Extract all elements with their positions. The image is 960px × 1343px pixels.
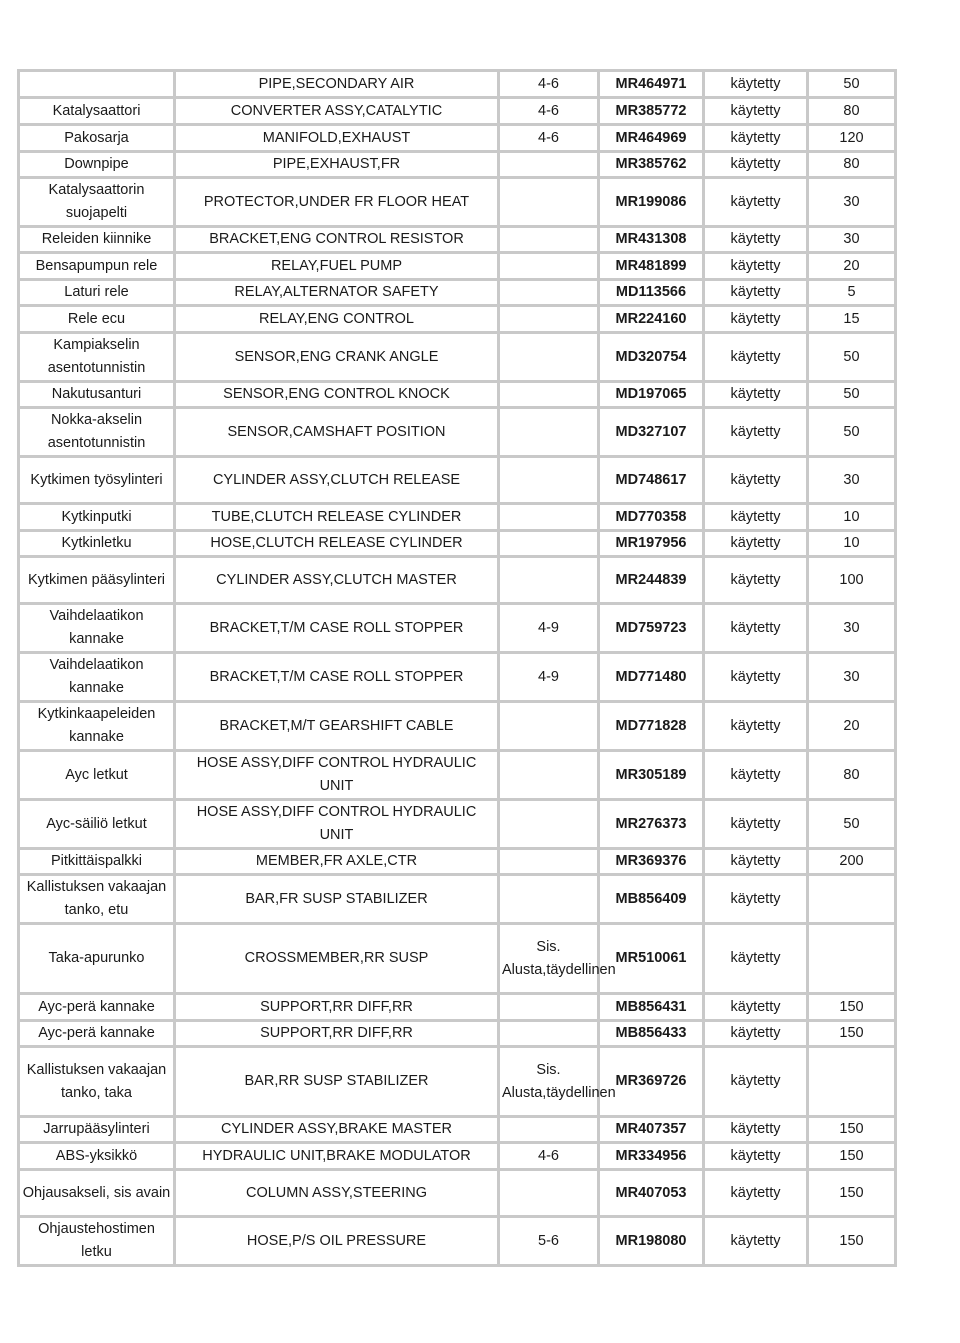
finnish-name-cell: Laturi rele: [19, 280, 175, 306]
condition-cell: käytetty: [704, 702, 808, 751]
price-cell: 80: [808, 152, 896, 178]
finnish-name-cell: Kampiakselin asentotunnistin: [19, 333, 175, 382]
price-cell: 200: [808, 849, 896, 875]
model-range-cell: [499, 504, 599, 531]
table-row: [19, 333, 896, 382]
model-range-cell: 4-6: [499, 98, 599, 125]
condition-cell: käytetty: [704, 333, 808, 382]
finnish-name-cell: Taka-apurunko: [19, 924, 175, 994]
model-range-cell: [499, 408, 599, 457]
parts-table: [17, 69, 897, 1267]
table-row: [19, 1170, 896, 1217]
part-name-cell: HOSE,P/S OIL PRESSURE: [175, 1217, 499, 1266]
part-name-cell: HYDRAULIC UNIT,BRAKE MODULATOR: [175, 1143, 499, 1170]
part-number-cell: MB856431: [599, 994, 704, 1021]
finnish-name-cell: Nakutusanturi: [19, 382, 175, 408]
part-name-cell: MANIFOLD,EXHAUST: [175, 125, 499, 152]
finnish-name-cell: Vaihdelaatikon kannake: [19, 653, 175, 702]
part-number-cell: MR244839: [599, 557, 704, 604]
part-name-cell: HOSE ASSY,DIFF CONTROL HYDRAULIC UNIT: [175, 800, 499, 849]
finnish-name-cell: Releiden kiinnike: [19, 227, 175, 253]
part-name-cell: SENSOR,CAMSHAFT POSITION: [175, 408, 499, 457]
price-cell: [808, 1047, 896, 1117]
condition-cell: käytetty: [704, 1021, 808, 1047]
model-range-cell: [499, 253, 599, 280]
condition-cell: käytetty: [704, 653, 808, 702]
part-number-cell: MR385762: [599, 152, 704, 178]
part-number-cell: MR369376: [599, 849, 704, 875]
table-row: [19, 253, 896, 280]
part-name-cell: BRACKET,M/T GEARSHIFT CABLE: [175, 702, 499, 751]
price-cell: 150: [808, 1143, 896, 1170]
condition-cell: käytetty: [704, 98, 808, 125]
part-number-cell: MR199086: [599, 178, 704, 227]
model-range-cell: [499, 1117, 599, 1143]
table-row: [19, 1143, 896, 1170]
finnish-name-cell: Kytkimen pääsylinteri: [19, 557, 175, 604]
price-cell: 50: [808, 408, 896, 457]
part-name-cell: SUPPORT,RR DIFF,RR: [175, 1021, 499, 1047]
condition-cell: käytetty: [704, 504, 808, 531]
table-row: [19, 408, 896, 457]
price-cell: 50: [808, 333, 896, 382]
part-number-cell: MR334956: [599, 1143, 704, 1170]
model-range-cell: 4-6: [499, 125, 599, 152]
part-name-cell: SENSOR,ENG CRANK ANGLE: [175, 333, 499, 382]
part-number-cell: MR481899: [599, 253, 704, 280]
part-name-cell: BRACKET,T/M CASE ROLL STOPPER: [175, 604, 499, 653]
model-range-cell: [499, 280, 599, 306]
price-cell: 150: [808, 1217, 896, 1266]
part-name-cell: PROTECTOR,UNDER FR FLOOR HEAT: [175, 178, 499, 227]
part-name-cell: PIPE,SECONDARY AIR: [175, 71, 499, 98]
part-name-cell: RELAY,FUEL PUMP: [175, 253, 499, 280]
condition-cell: käytetty: [704, 1117, 808, 1143]
finnish-name-cell: Ayc-säiliö letkut: [19, 800, 175, 849]
finnish-name-cell: Ayc letkut: [19, 751, 175, 800]
part-number-cell: MR407053: [599, 1170, 704, 1217]
finnish-name-cell: Jarrupääsylinteri: [19, 1117, 175, 1143]
price-cell: 5: [808, 280, 896, 306]
model-range-cell: [499, 800, 599, 849]
part-number-cell: MD771828: [599, 702, 704, 751]
finnish-name-cell: Vaihdelaatikon kannake: [19, 604, 175, 653]
finnish-name-cell: Kallistuksen vakaajan tanko, etu: [19, 875, 175, 924]
finnish-name-cell: Kytkinkaapeleiden kannake: [19, 702, 175, 751]
part-name-cell: SENSOR,ENG CONTROL KNOCK: [175, 382, 499, 408]
table-row: [19, 125, 896, 152]
part-number-cell: MR369726: [599, 1047, 704, 1117]
condition-cell: käytetty: [704, 1143, 808, 1170]
part-number-cell: MD748617: [599, 457, 704, 504]
price-cell: 30: [808, 178, 896, 227]
price-cell: 80: [808, 751, 896, 800]
model-range-cell: [499, 382, 599, 408]
price-cell: 30: [808, 227, 896, 253]
price-cell: 10: [808, 531, 896, 557]
table-row: [19, 152, 896, 178]
model-range-cell: [499, 702, 599, 751]
table-row: [19, 924, 896, 994]
finnish-name-cell: [19, 71, 175, 98]
part-name-cell: TUBE,CLUTCH RELEASE CYLINDER: [175, 504, 499, 531]
condition-cell: käytetty: [704, 253, 808, 280]
part-number-cell: MR510061: [599, 924, 704, 994]
table-row: [19, 604, 896, 653]
part-number-cell: MR431308: [599, 227, 704, 253]
part-name-cell: HOSE ASSY,DIFF CONTROL HYDRAULIC UNIT: [175, 751, 499, 800]
part-name-cell: MEMBER,FR AXLE,CTR: [175, 849, 499, 875]
price-cell: 120: [808, 125, 896, 152]
model-range-cell: 4-9: [499, 653, 599, 702]
condition-cell: käytetty: [704, 227, 808, 253]
part-number-cell: MD327107: [599, 408, 704, 457]
condition-cell: käytetty: [704, 604, 808, 653]
model-range-cell: [499, 1170, 599, 1217]
price-cell: 80: [808, 98, 896, 125]
part-number-cell: MR305189: [599, 751, 704, 800]
table-row: [19, 702, 896, 751]
model-range-cell: [499, 333, 599, 382]
table-row: [19, 504, 896, 531]
part-name-cell: CYLINDER ASSY,CLUTCH MASTER: [175, 557, 499, 604]
part-number-cell: MR224160: [599, 306, 704, 333]
table-row: [19, 653, 896, 702]
condition-cell: käytetty: [704, 408, 808, 457]
price-cell: 30: [808, 653, 896, 702]
table-row: [19, 1021, 896, 1047]
table-row: [19, 1117, 896, 1143]
table-row: [19, 531, 896, 557]
finnish-name-cell: Kytkinletku: [19, 531, 175, 557]
model-range-cell: [499, 457, 599, 504]
table-row: [19, 280, 896, 306]
model-range-cell: [499, 994, 599, 1021]
part-number-cell: MD197065: [599, 382, 704, 408]
finnish-name-cell: Katalysaattorin suojapelti: [19, 178, 175, 227]
part-name-cell: HOSE,CLUTCH RELEASE CYLINDER: [175, 531, 499, 557]
model-range-cell: [499, 178, 599, 227]
table-row: [19, 227, 896, 253]
condition-cell: käytetty: [704, 875, 808, 924]
part-name-cell: BRACKET,ENG CONTROL RESISTOR: [175, 227, 499, 253]
part-name-cell: RELAY,ALTERNATOR SAFETY: [175, 280, 499, 306]
condition-cell: käytetty: [704, 531, 808, 557]
part-name-cell: CYLINDER ASSY,BRAKE MASTER: [175, 1117, 499, 1143]
table-row: [19, 994, 896, 1021]
condition-cell: käytetty: [704, 125, 808, 152]
part-number-cell: MB856409: [599, 875, 704, 924]
part-number-cell: MR464969: [599, 125, 704, 152]
model-range-cell: 4-6: [499, 71, 599, 98]
finnish-name-cell: Pitkittäispalkki: [19, 849, 175, 875]
model-range-cell: [499, 557, 599, 604]
finnish-name-cell: Nokka-akselin asentotunnistin: [19, 408, 175, 457]
price-cell: 150: [808, 1021, 896, 1047]
finnish-name-cell: Kytkimen työsylinteri: [19, 457, 175, 504]
table-row: [19, 800, 896, 849]
part-number-cell: MD320754: [599, 333, 704, 382]
part-name-cell: COLUMN ASSY,STEERING: [175, 1170, 499, 1217]
part-name-cell: BAR,RR SUSP STABILIZER: [175, 1047, 499, 1117]
part-number-cell: MD770358: [599, 504, 704, 531]
model-range-cell: [499, 1021, 599, 1047]
condition-cell: käytetty: [704, 751, 808, 800]
part-name-cell: PIPE,EXHAUST,FR: [175, 152, 499, 178]
price-cell: 20: [808, 253, 896, 280]
table-row: [19, 306, 896, 333]
condition-cell: käytetty: [704, 280, 808, 306]
part-name-cell: SUPPORT,RR DIFF,RR: [175, 994, 499, 1021]
condition-cell: käytetty: [704, 1217, 808, 1266]
part-name-cell: RELAY,ENG CONTROL: [175, 306, 499, 333]
part-number-cell: MR464971: [599, 71, 704, 98]
table-row: [19, 1217, 896, 1266]
price-cell: [808, 924, 896, 994]
price-cell: 50: [808, 382, 896, 408]
condition-cell: käytetty: [704, 557, 808, 604]
price-cell: 100: [808, 557, 896, 604]
price-cell: 30: [808, 457, 896, 504]
table-row: [19, 751, 896, 800]
price-cell: 150: [808, 1170, 896, 1217]
part-number-cell: MB856433: [599, 1021, 704, 1047]
part-number-cell: MR407357: [599, 1117, 704, 1143]
condition-cell: käytetty: [704, 1170, 808, 1217]
condition-cell: käytetty: [704, 71, 808, 98]
part-number-cell: MR197956: [599, 531, 704, 557]
model-range-cell: [499, 152, 599, 178]
model-range-cell: 4-9: [499, 604, 599, 653]
finnish-name-cell: Rele ecu: [19, 306, 175, 333]
price-cell: 150: [808, 1117, 896, 1143]
condition-cell: käytetty: [704, 800, 808, 849]
condition-cell: käytetty: [704, 178, 808, 227]
price-cell: 30: [808, 604, 896, 653]
part-name-cell: CROSSMEMBER,RR SUSP: [175, 924, 499, 994]
finnish-name-cell: Ayc-perä kannake: [19, 994, 175, 1021]
price-cell: 10: [808, 504, 896, 531]
model-range-cell: [499, 849, 599, 875]
condition-cell: käytetty: [704, 306, 808, 333]
model-range-cell: 5-6: [499, 1217, 599, 1266]
part-number-cell: MR276373: [599, 800, 704, 849]
price-cell: 20: [808, 702, 896, 751]
finnish-name-cell: Ohjaustehostimen letku: [19, 1217, 175, 1266]
finnish-name-cell: Katalysaattori: [19, 98, 175, 125]
price-cell: 150: [808, 994, 896, 1021]
model-range-cell: 4-6: [499, 1143, 599, 1170]
model-range-cell: Sis. Alusta,täydellinen: [499, 1047, 599, 1117]
finnish-name-cell: Bensapumpun rele: [19, 253, 175, 280]
finnish-name-cell: Downpipe: [19, 152, 175, 178]
condition-cell: käytetty: [704, 152, 808, 178]
model-range-cell: [499, 227, 599, 253]
price-cell: 50: [808, 71, 896, 98]
parts-table-body: [19, 71, 896, 1266]
model-range-cell: [499, 751, 599, 800]
part-number-cell: MD759723: [599, 604, 704, 653]
finnish-name-cell: Pakosarja: [19, 125, 175, 152]
table-row: [19, 178, 896, 227]
table-row: [19, 71, 896, 98]
table-row: [19, 382, 896, 408]
part-number-cell: MR385772: [599, 98, 704, 125]
table-row: [19, 457, 896, 504]
finnish-name-cell: ABS-yksikkö: [19, 1143, 175, 1170]
part-name-cell: CYLINDER ASSY,CLUTCH RELEASE: [175, 457, 499, 504]
model-range-cell: [499, 875, 599, 924]
part-number-cell: MD113566: [599, 280, 704, 306]
finnish-name-cell: Kytkinputki: [19, 504, 175, 531]
finnish-name-cell: Ayc-perä kannake: [19, 1021, 175, 1047]
finnish-name-cell: Kallistuksen vakaajan tanko, taka: [19, 1047, 175, 1117]
table-row: [19, 1047, 896, 1117]
condition-cell: käytetty: [704, 994, 808, 1021]
condition-cell: käytetty: [704, 382, 808, 408]
condition-cell: käytetty: [704, 924, 808, 994]
part-name-cell: BAR,FR SUSP STABILIZER: [175, 875, 499, 924]
condition-cell: käytetty: [704, 849, 808, 875]
table-row: [19, 875, 896, 924]
part-name-cell: BRACKET,T/M CASE ROLL STOPPER: [175, 653, 499, 702]
price-cell: 15: [808, 306, 896, 333]
part-number-cell: MR198080: [599, 1217, 704, 1266]
model-range-cell: [499, 531, 599, 557]
condition-cell: käytetty: [704, 457, 808, 504]
model-range-cell: Sis. Alusta,täydellinen: [499, 924, 599, 994]
table-row: [19, 849, 896, 875]
finnish-name-cell: Ohjausakseli, sis avain: [19, 1170, 175, 1217]
condition-cell: käytetty: [704, 1047, 808, 1117]
part-name-cell: CONVERTER ASSY,CATALYTIC: [175, 98, 499, 125]
part-number-cell: MD771480: [599, 653, 704, 702]
price-cell: 50: [808, 800, 896, 849]
table-row: [19, 557, 896, 604]
model-range-cell: [499, 306, 599, 333]
table-row: [19, 98, 896, 125]
price-cell: [808, 875, 896, 924]
